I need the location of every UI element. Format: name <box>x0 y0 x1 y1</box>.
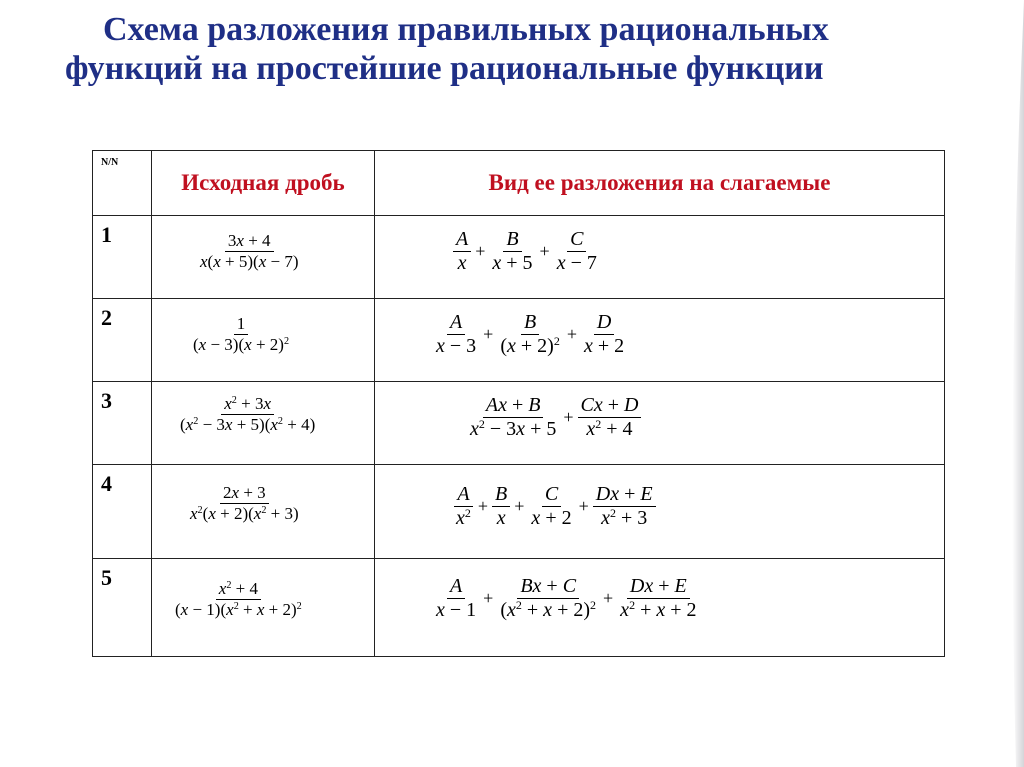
decomposition-cell <box>375 559 945 657</box>
source-fraction: $\frac{3x + 4}{x(x + 5)(x - 7)}$ <box>200 231 299 271</box>
decomposition-cell <box>375 382 945 465</box>
decomposition-expression: $\frac{A}{x}$ + $\frac{B}{x + 5}$ + $\frac{C}{x - 7}$ <box>453 228 600 275</box>
source-fraction: $\frac{1}{(x - 3)(x + 2)^2}$ <box>193 314 290 354</box>
table-row <box>93 299 945 382</box>
source-fraction-cell <box>152 382 375 465</box>
page-title <box>0 10 1024 88</box>
decomposition-cell <box>375 299 945 382</box>
table-row <box>93 465 945 559</box>
row-number: 5 <box>93 559 152 657</box>
decomposition-expression: $\frac{Ax + B}{x^2 - 3x + 5}$ + $\frac{Cx + D}{x^2 + 4}$ <box>467 394 641 441</box>
header-row <box>93 151 945 216</box>
source-fraction: $\frac{x^2 + 3x}{(x^2 - 3x + 5)(x^2 + 4)}$ <box>180 394 316 434</box>
source-fraction-cell <box>152 216 375 299</box>
header-decomposition: Вид ее разложения на слагаемые <box>375 151 945 216</box>
decomposition-expression: $\frac{A}{x^2}$ + $\frac{B}{x}$ + $\frac{C}{x + 2}$ + $\frac{Dx + E}{x^2 + 3}$ <box>453 483 656 530</box>
row-number: 3 <box>93 382 152 465</box>
decomposition-expression: $\frac{A}{x - 1}$ + $\frac{Bx + C}{(x^2 + x + 2)^2}$ + $\frac{Dx + E}{x^2 + x + 2}$ <box>436 575 697 621</box>
source-fraction: $\frac{2x + 3}{x^2(x + 2)(x^2 + 3)}$ <box>190 483 299 523</box>
decomposition-expression: $\frac{A}{x - 3}$ + $\frac{B}{(x + 2)^2}$ + $\frac{D}{x + 2}$ <box>436 311 625 357</box>
header-source: Исходная дробь <box>152 151 375 216</box>
source-fraction-cell <box>152 465 375 559</box>
table-row <box>93 382 945 465</box>
title-line-1: Схема разложения правильных рациональных <box>103 11 829 48</box>
decomposition-table <box>92 150 945 657</box>
row-number: 1 <box>93 216 152 299</box>
corner-decoration <box>976 0 1024 767</box>
source-fraction-cell <box>152 559 375 657</box>
table-row <box>93 559 945 657</box>
header-num: N/N <box>93 151 152 216</box>
decomposition-cell <box>375 216 945 299</box>
title-line-2: функций на простейшие рациональные функции <box>65 50 824 87</box>
row-number: 2 <box>93 299 152 382</box>
source-fraction-cell <box>152 299 375 382</box>
row-number: 4 <box>93 465 152 559</box>
source-fraction: $\frac{x^2 + 4}{(x - 1)(x^2 + x + 2)^2}$ <box>175 579 302 619</box>
table-row <box>93 216 945 299</box>
decomposition-cell <box>375 465 945 559</box>
